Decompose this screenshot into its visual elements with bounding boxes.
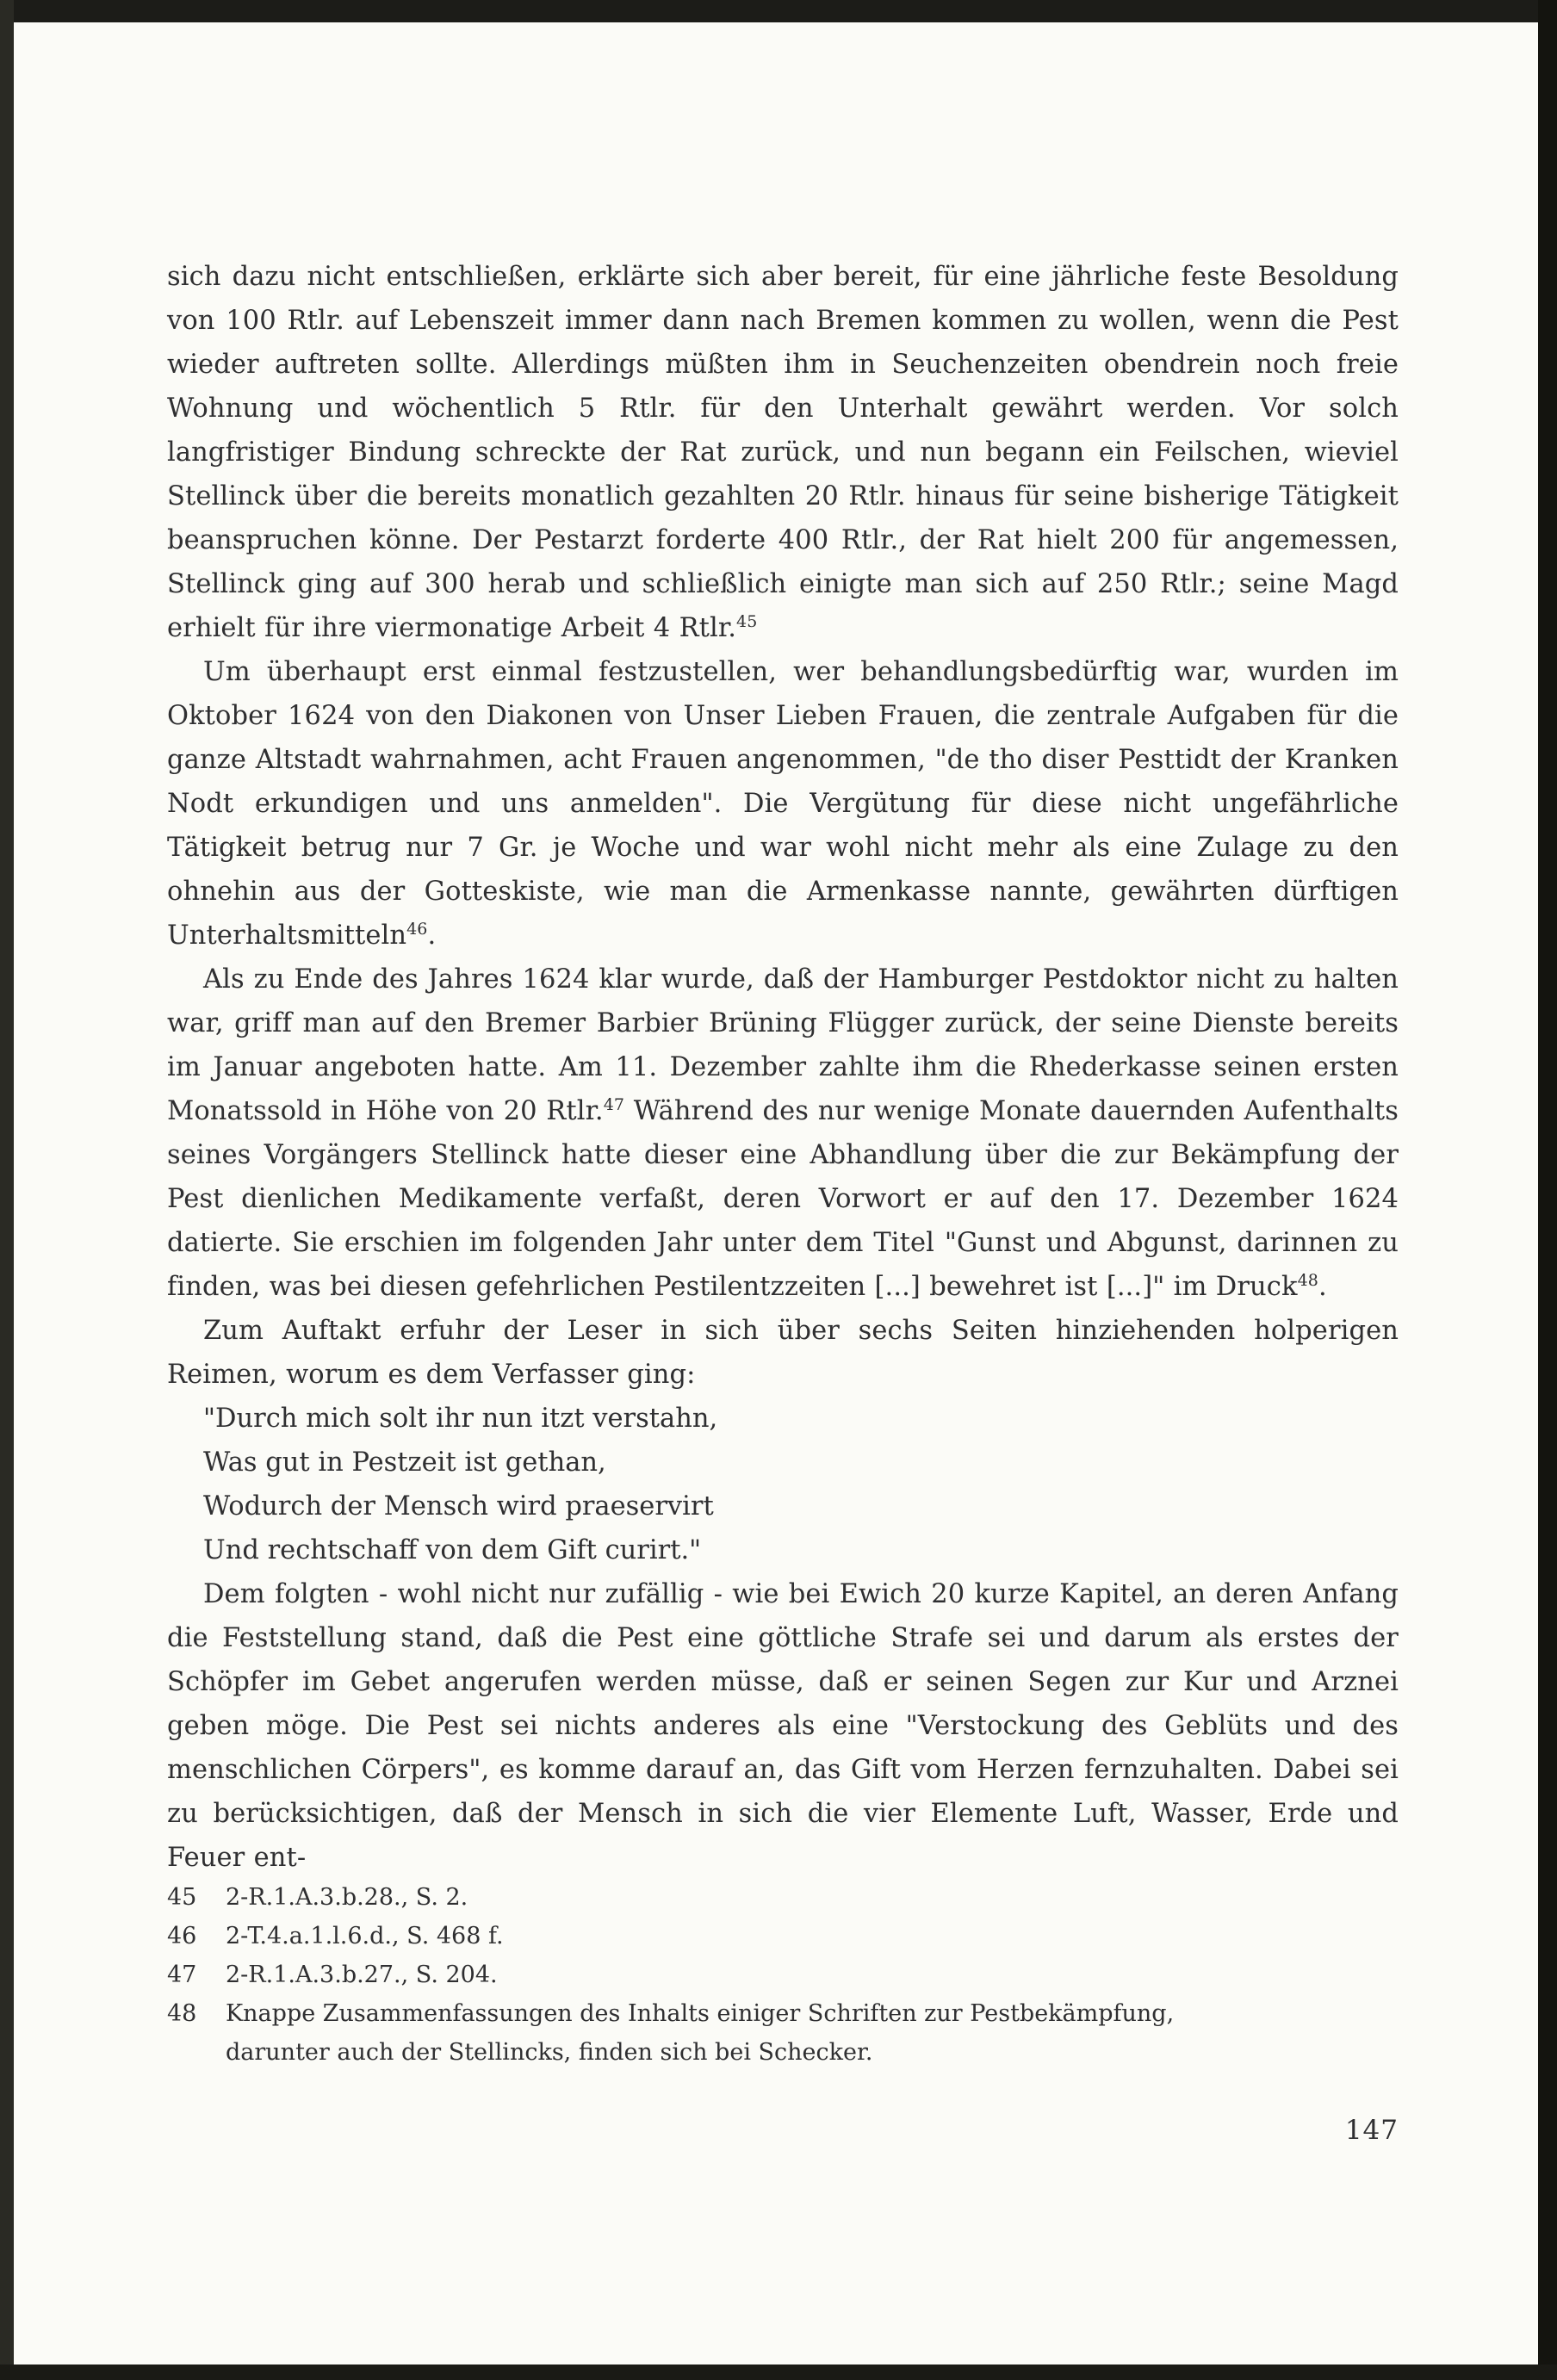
footnote-marker: 46 xyxy=(406,919,428,939)
scan-edge-top xyxy=(0,0,1557,22)
page-paper xyxy=(14,22,1538,2365)
paragraph-text: Um überhaupt erst einmal festzustellen, wer behandlungsbedürftig war, wurden im Oktober 1624 von den Diakonen von Unser Lieben Frauen, die zentrale Aufgaben für die ganze Altstadt wahrnahmen, acht Frauen angenommen, "de tho diser Pesttidt der Kranken Nodt erkundigen und uns anmelden". Die Vergütung für diese nicht ungefährliche Tätigkeit betrug nur 7 Gr. je Woche und war wohl nicht mehr als eine Zulage zu den ohnehin aus der Gotteskiste, wie man die Armenkasse nannte, gewährten dürftigen Unterhaltsmitteln xyxy=(167,657,1399,951)
footnote-text: 2-R.1.A.3.b.28., S. 2. xyxy=(226,1884,468,1911)
paragraph-tail: Während des nur wenige Monate dauernden Aufenthalts seines Vorgängers Stellinck hatte dieser eine Abhandlung über die zur Bekämpfung der Pest dienlichen Medikamente verfaßt, deren Vorwort er auf den 17. Dezember 1624 datierte. Sie erschien im folgenden Jahr unter dem Titel "Gunst und Abgunst, darinnen zu finden, was bei diesen gefehrlichen Pestilentzzeiten [...] bewehret ist [...]" im Druck xyxy=(167,1096,1399,1302)
scan-edge-right xyxy=(1538,0,1557,2380)
paragraph-tail: . xyxy=(1318,1272,1327,1302)
footnote-text: 2-R.1.A.3.b.27., S. 204. xyxy=(226,1962,498,1988)
footnote-number: 46 xyxy=(167,1923,197,1949)
footnote-item xyxy=(167,1955,1399,1994)
scan-edge-bottom xyxy=(0,2365,1557,2380)
paragraph-text: sich dazu nicht entschließen, erklärte sich aber bereit, für eine jährliche feste Besoldung von 100 Rtlr. auf Lebenszeit immer dann nach Bremen kommen zu wollen, wenn die Pest wieder auftreten sollte. Allerdings müßten ihm in Seuchenzeiten obendrein noch freie Wohnung und wöchentlich 5 Rtlr. für den Unterhalt gewährt werden. Vor solch langfristiger Bindung schreckte der Rat zurück, und nun begann ein Feilschen, wieviel Stellinck über die bereits monatlich gezahlten 20 Rtlr. hinaus für seine bisherige Tätigkeit beanspruchen könne. Der Pestarzt forderte 400 Rtlr., der Rat hielt 200 für angemessen, Stellinck ging auf 300 herab und schließlich einigte man sich auf 250 Rtlr.; seine Magd erhielt für ihre viermonatige Arbeit 4 Rtlr. xyxy=(167,262,1399,643)
paragraph-tail: . xyxy=(427,920,437,951)
paragraph xyxy=(167,1572,1399,1880)
verse-line: "Durch mich solt ihr nun itzt verstahn, xyxy=(203,1404,718,1434)
paragraph xyxy=(167,958,1399,1309)
footnotes-block xyxy=(167,1878,1399,2072)
scan-edge-left xyxy=(0,0,14,2380)
verse-line: Was gut in Pestzeit ist gethan, xyxy=(203,1447,606,1478)
verse-line: Und rechtschaff von dem Gift curirt." xyxy=(203,1535,702,1565)
footnote-text: Knappe Zusammenfassungen des Inhalts einiger Schriften zur Pestbekämpfung, xyxy=(226,2000,1175,2027)
body-text xyxy=(167,255,1399,1880)
paragraph-text: Als zu Ende des Jahres 1624 klar wurde, daß der Hamburger Pestdoktor nicht zu halten war, griff man auf den Bremer Barbier Brüning Flügger zurück, der seine Dienste bereits im Januar angeboten hatte. Am 11. Dezember zahlte ihm die Rhederkasse seinen ersten Monatssold in Höhe von 20 Rtlr. xyxy=(167,964,1399,1126)
footnote-item xyxy=(167,1994,1399,2033)
paragraph xyxy=(167,1309,1399,1397)
footnote-number: 48 xyxy=(167,2000,197,2027)
verse-line: Wodurch der Mensch wird praeservirt xyxy=(203,1491,714,1522)
paragraph xyxy=(167,650,1399,958)
page-number: 147 xyxy=(1344,2115,1399,2146)
footnote-text: 2-T.4.a.1.l.6.d., S. 468 f. xyxy=(226,1923,504,1949)
footnote-number: 47 xyxy=(167,1962,197,1988)
footnote-item xyxy=(167,1878,1399,1917)
paragraph-text: Zum Auftakt erfuhr der Leser in sich über sechs Seiten hinziehenden holperigen Reimen, worum es dem Verfasser ging: xyxy=(167,1316,1399,1390)
paragraph xyxy=(167,255,1399,650)
paragraph-text: Dem folgten - wohl nicht nur zufällig - wie bei Ewich 20 kurze Kapitel, an deren Anfang die Feststellung stand, daß die Pest eine göttliche Strafe sei und darum als erstes der Schöpfer im Gebet angerufen werden müsse, daß er seinen Segen zur Kur und Arznei geben möge. Die Pest sei nichts anderes als eine "Verstockung des Geblüts und des menschlichen Cörpers", es komme darauf an, das Gift vom Herzen fernzuhalten. Dabei sei zu berücksichtigen, daß der Mensch in sich die vier Elemente Luft, Wasser, Erde und Feuer ent- xyxy=(167,1579,1399,1873)
footnote-text-continued: darunter auch der Stellincks, finden sich bei Schecker. xyxy=(226,2039,873,2066)
footnote-item xyxy=(167,1917,1399,1955)
footnote-marker: 48 xyxy=(1297,1270,1318,1290)
footnote-number: 45 xyxy=(167,1884,197,1911)
footnote-marker: 47 xyxy=(603,1094,625,1114)
footnote-marker: 45 xyxy=(736,611,758,631)
